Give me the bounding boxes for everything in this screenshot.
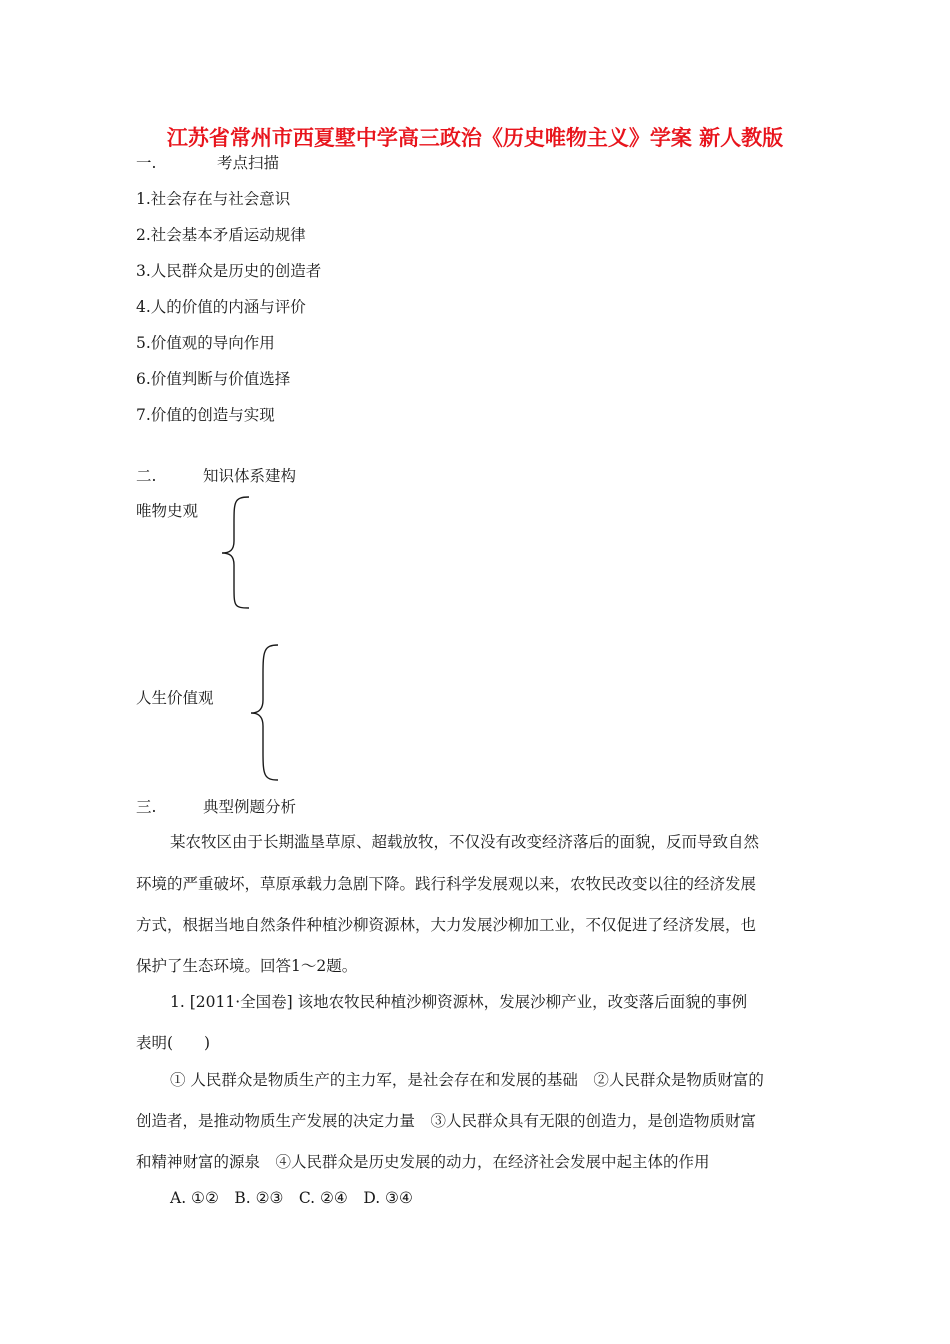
list-item: 6.价值判断与价值选择 [136, 370, 291, 388]
list-item: 5.价值观的导向作用 [136, 334, 275, 352]
list-item: 3.人民群众是历史的创造者 [136, 262, 322, 280]
list-item: 2.社会基本矛盾运动规律 [136, 226, 306, 244]
section3-number: 三. [136, 798, 157, 816]
section1-number: 一. [136, 154, 157, 172]
option-line: ① 人民群众是物质生产的主力军，是社会存在和发展的基础 ②人民群众是物质财富的 [170, 1071, 764, 1089]
material-line: 某农牧区由于长期滥垦草原、超载放牧，不仅没有改变经济落后的面貌，反而导致自然 [170, 833, 760, 851]
concept-label-historical-materialism: 唯物史观 [136, 502, 199, 520]
section3-heading: 典型例题分析 [203, 798, 297, 816]
section1-heading: 考点扫描 [217, 154, 280, 172]
option-line: 创造者，是推动物质生产发展的决定力量 ③人民群众具有无限的创造力，是创造物质财富 [136, 1112, 757, 1130]
list-item: 1.社会存在与社会意识 [136, 190, 291, 208]
concept-label-life-values: 人生价值观 [136, 689, 214, 707]
list-item: 4.人的价值的内涵与评价 [136, 298, 306, 316]
section2-heading: 知识体系建构 [203, 467, 297, 485]
section2-number: 二. [136, 467, 157, 485]
material-line: 方式，根据当地自然条件种植沙柳资源林，大力发展沙柳加工业，不仅促进了经济发展，也 [136, 916, 757, 934]
question-line: 表明( ) [136, 1034, 211, 1052]
question-line: 1. [2011·全国卷] 该地农牧民种植沙柳资源林，发展沙柳产业，改变落后面貌的事例 [170, 993, 748, 1011]
answer-choices: A. ①② B. ②③ C. ②④ D. ③④ [170, 1189, 413, 1207]
list-item: 7.价值的创造与实现 [136, 406, 275, 424]
material-line: 环境的严重破坏，草原承载力急剧下降。践行科学发展观以来，农牧民改变以往的经济发展 [136, 875, 757, 893]
document-title: 江苏省常州市西夏墅中学高三政治《历史唯物主义》学案 新人教版 [166, 126, 784, 150]
option-line: 和精神财富的源泉 ④人民群众是历史发展的动力，在经济社会发展中起主体的作用 [136, 1153, 710, 1171]
curly-brace-icon [218, 494, 254, 612]
curly-brace-icon [247, 642, 283, 784]
material-line: 保护了生态环境。回答1～2题。 [136, 957, 358, 975]
